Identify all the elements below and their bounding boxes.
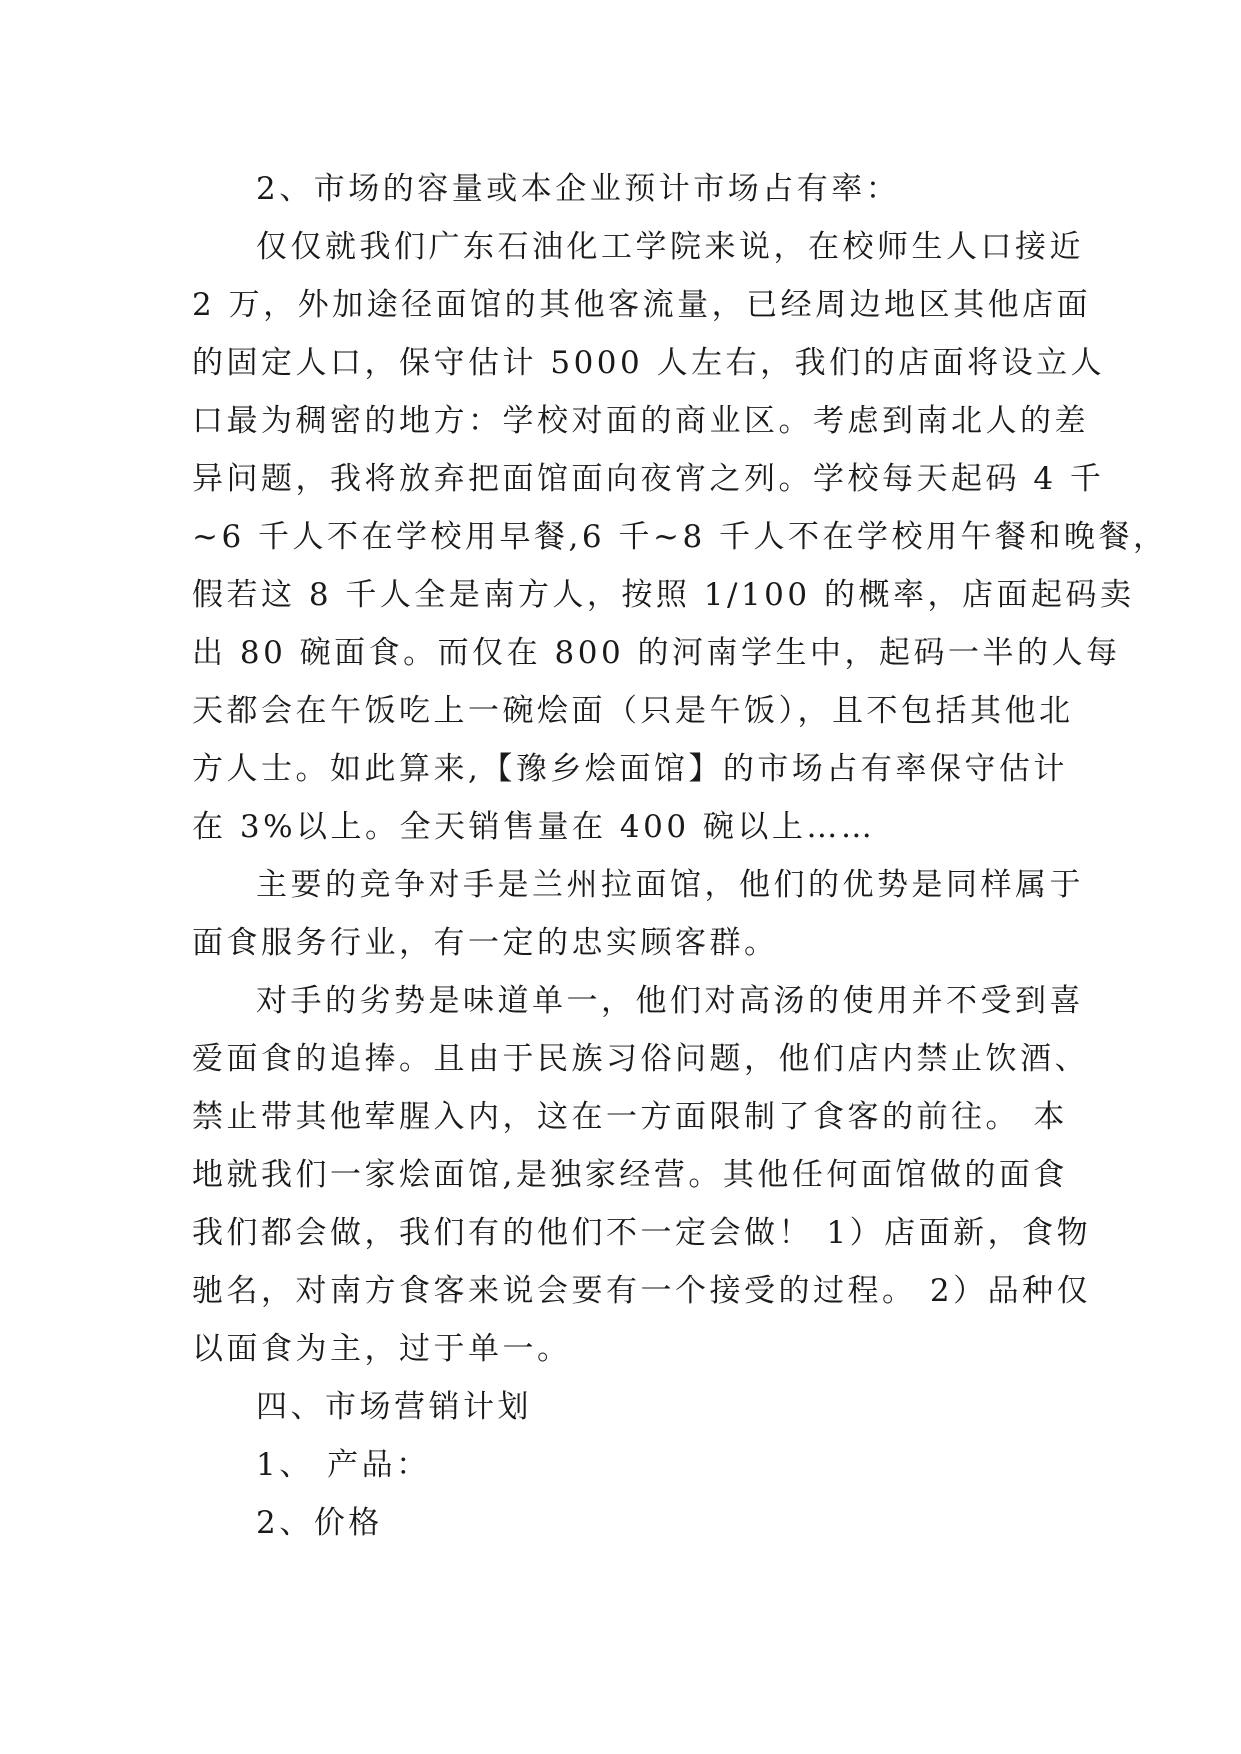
text-line: 禁止带其他荤腥入内，这在一方面限制了食客的前往。 本 bbox=[192, 1099, 1068, 1135]
text-line: 口最为稠密的地方：学校对面的商业区。考虑到南北人的差 bbox=[192, 403, 1089, 439]
text-line: 的固定人口，保守估计 5000 人左右，我们的店面将设立人 bbox=[192, 345, 1106, 381]
text-line: 仅仅就我们广东石油化工学院来说，在校师生人口接近 bbox=[256, 229, 1084, 265]
text-line: 对手的劣势是味道单一，他们对高汤的使用并不受到喜 bbox=[256, 983, 1084, 1019]
text-line: 驰名，对南方食客来说会要有一个接受的过程。 2）品种仅 bbox=[192, 1273, 1092, 1309]
text-line: 异问题，我将放弃把面馆面向夜宵之列。学校每天起码 4 千 bbox=[192, 461, 1105, 497]
text-line: ~6 千人不在学校用早餐,6 千~8 千人不在学校用午餐和晚餐， bbox=[192, 519, 1168, 555]
text-line: 主要的竞争对手是兰州拉面馆，他们的优势是同样属于 bbox=[256, 867, 1084, 903]
document-body bbox=[192, 160, 1168, 1552]
text-line: 天都会在午饭吃上一碗烩面（只是午饭），且不包括其他北 bbox=[192, 693, 1074, 729]
text-line: 爱面食的追捧。且由于民族习俗问题，他们店内禁止饮酒、 bbox=[192, 1041, 1089, 1077]
text-line: 方人士。如此算来,【豫乡烩面馆】的市场占有率保守估计 bbox=[192, 751, 1068, 787]
text-line: 在 3%以上。全天销售量在 400 碗以上…… bbox=[192, 809, 876, 845]
text-line: 2 万，外加途径面馆的其他客流量，已经周边地区其他店面 bbox=[192, 287, 1092, 323]
text-line: 2、市场的容量或本企业预计市场占有率： bbox=[256, 171, 901, 207]
text-line: 地就我们一家烩面馆,是独家经营。其他任何面馆做的面食 bbox=[192, 1157, 1068, 1193]
text-line: 我们都会做，我们有的他们不一定会做！ 1）店面新，食物 bbox=[192, 1215, 1092, 1251]
text-line: 四、市场营销计划 bbox=[256, 1389, 532, 1425]
text-line: 面食服务行业，有一定的忠实顾客群。 bbox=[192, 925, 779, 961]
text-line: 假若这 8 千人全是南方人，按照 1/100 的概率，店面起码卖 bbox=[192, 577, 1135, 613]
text-line: 以面食为主，过于单一。 bbox=[192, 1331, 572, 1367]
text-line: 1、 产品： bbox=[256, 1447, 431, 1483]
text-line: 2、价格 bbox=[256, 1505, 383, 1541]
text-line: 出 80 碗面食。而仅在 800 的河南学生中，起码一半的人每 bbox=[192, 635, 1121, 671]
